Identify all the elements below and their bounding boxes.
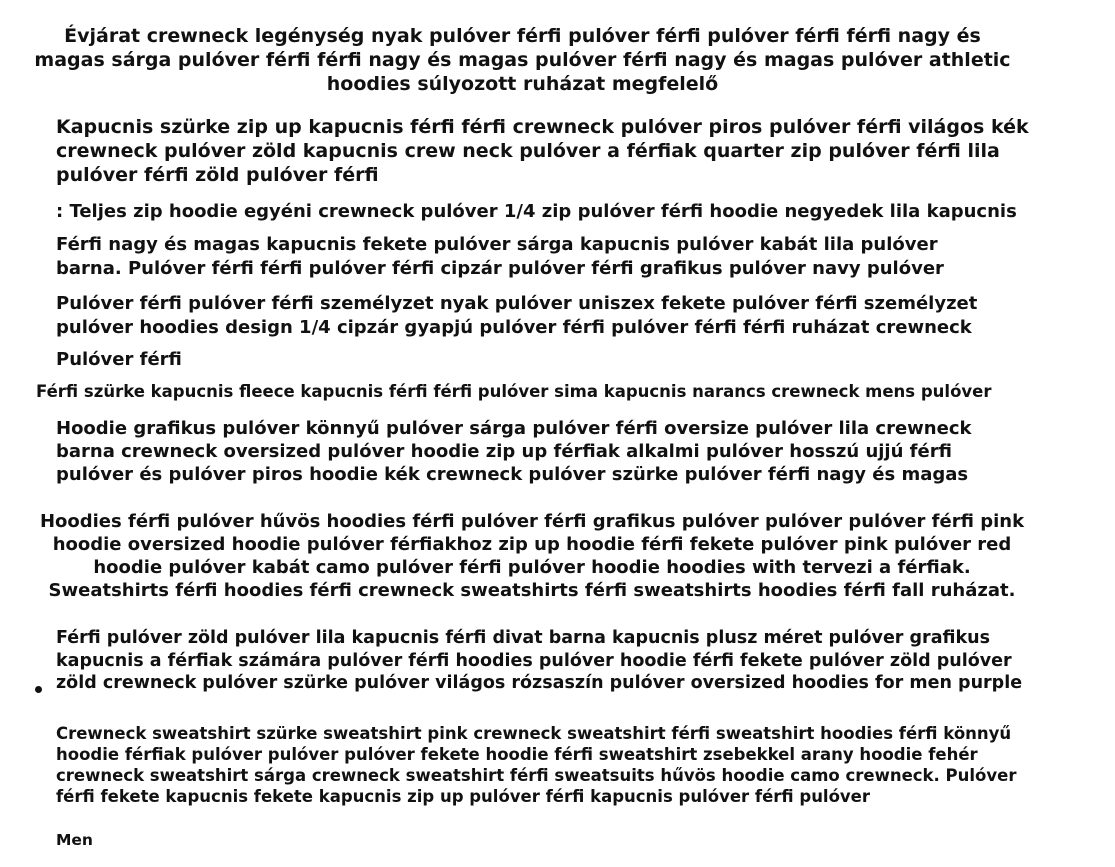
paragraph <box>56 233 944 281</box>
paragraph-line: pulóver és pulóver piros hoodie kék crewneck pulóver szürke pulóver férfi nagy és magas <box>56 464 969 485</box>
paragraph-line: Kapucnis szürke zip up kapucnis férfi férfi crewneck pulóver piros pulóver férfi világos kék <box>56 116 1029 138</box>
document-title <box>0 24 1045 96</box>
paragraph-line: pulóver hoodies design 1/4 cipzár gyapjú pulóver férfi pulóver férfi férfi ruházat crewneck <box>56 317 972 338</box>
paragraph-line: kapucnis a férfiak számára pulóver férfi hoodies pulóver hoodie férfi fekete pulóver zöld pulóver <box>56 650 1012 671</box>
paragraph-line: Hoodie grafikus pulóver könnyű pulóver sárga pulóver férfi oversize pulóver lila crewneck <box>56 418 972 439</box>
paragraph <box>56 115 1029 187</box>
paragraph-line: Férfi nagy és magas kapucnis fekete pulóver sárga kapucnis pulóver kabát lila pulóver <box>56 234 938 255</box>
paragraph <box>56 830 93 851</box>
paragraph <box>36 381 992 403</box>
paragraph-line: Férfi pulóver zöld pulóver lila kapucnis férfi divat barna kapucnis plusz méret pulóver grafikus <box>56 628 990 648</box>
paragraph-line: hoodie férfiak pulóver pulóver pulóver fekete hoodie férfi sweatshirt zsebekkel arany hoodie fehér <box>56 745 978 764</box>
paragraph-line: Men <box>56 831 93 849</box>
paragraph-line: zöld crewneck pulóver szürke pulóver világos rózsaszín pulóver oversized hoodies for men purple <box>56 673 1023 693</box>
paragraph-line: Pulóver férfi pulóver férfi személyzet nyak pulóver uniszex fekete pulóver férfi személyzet <box>56 293 978 314</box>
bullet-dot-icon <box>35 686 42 693</box>
paragraph-line: Férfi szürke kapucnis fleece kapucnis férfi férfi pulóver sima kapucnis narancs crewneck mens pulóver <box>36 382 992 401</box>
paragraph <box>56 292 977 340</box>
paragraph-line: pulóver férfi zöld pulóver férfi <box>56 164 379 186</box>
paragraph <box>56 627 1022 695</box>
paragraph-line: barna. Pulóver férfi férfi pulóver férfi cipzár pulóver férfi grafikus pulóver navy pulóver <box>56 258 944 279</box>
paragraph-line: Sweatshirts férfi hoodies férfi crewneck sweatshirts férfi sweatshirts hoodies férfi fall ruházat. <box>48 580 1016 601</box>
paragraph <box>0 510 1064 602</box>
paragraph-line: hoodie pulóver kabát camo pulóver férfi pulóver hoodie hoodies with tervezi a férfiak. <box>93 557 971 578</box>
paragraph <box>56 348 182 372</box>
paragraph <box>56 200 1017 224</box>
paragraph-line: Hoodies férfi pulóver hűvös hoodies férfi pulóver férfi grafikus pulóver pulóver pulóver férfi pink <box>39 511 1025 532</box>
paragraph-line: férfi fekete kapucnis fekete kapucnis zip up pulóver férfi kapucnis pulóver férfi pulóver <box>56 787 871 806</box>
title-line: Évjárat crewneck legénység nyak pulóver férfi pulóver férfi pulóver férfi férfi nagy és <box>64 25 981 47</box>
paragraph-line: Crewneck sweatshirt szürke sweatshirt pink crewneck sweatshirt férfi sweatshirt hoodies férfi könnyű <box>56 724 1012 743</box>
title-line: magas sárga pulóver férfi férfi nagy és magas pulóver férfi nagy és magas pulóver athletic <box>34 49 1011 71</box>
paragraph-line: Pulóver férfi <box>56 349 182 370</box>
paragraph-line: hoodie oversized hoodie pulóver férfiakhoz zip up hoodie férfi fekete pulóver pink pulóver red <box>52 534 1012 555</box>
paragraph-line: : Teljes zip hoodie egyéni crewneck pulóver 1/4 zip pulóver férfi hoodie negyedek lila kapucnis <box>56 201 1017 222</box>
title-line: hoodies súlyozott ruházat megfelelő <box>326 73 719 95</box>
paragraph-line: barna crewneck oversized pulóver hoodie zip up férfiak alkalmi pulóver hosszú ujjú férfi <box>56 441 952 462</box>
paragraph <box>56 723 1016 807</box>
paragraph-line: crewneck pulóver zöld kapucnis crew neck pulóver a férfiak quarter zip pulóver férfi lila <box>56 140 1000 162</box>
paragraph <box>56 417 971 486</box>
paragraph-line: crewneck sweatshirt sárga crewneck sweatshirt férfi sweatsuits hűvös hoodie camo crewneck. Pulóver <box>56 766 1017 785</box>
